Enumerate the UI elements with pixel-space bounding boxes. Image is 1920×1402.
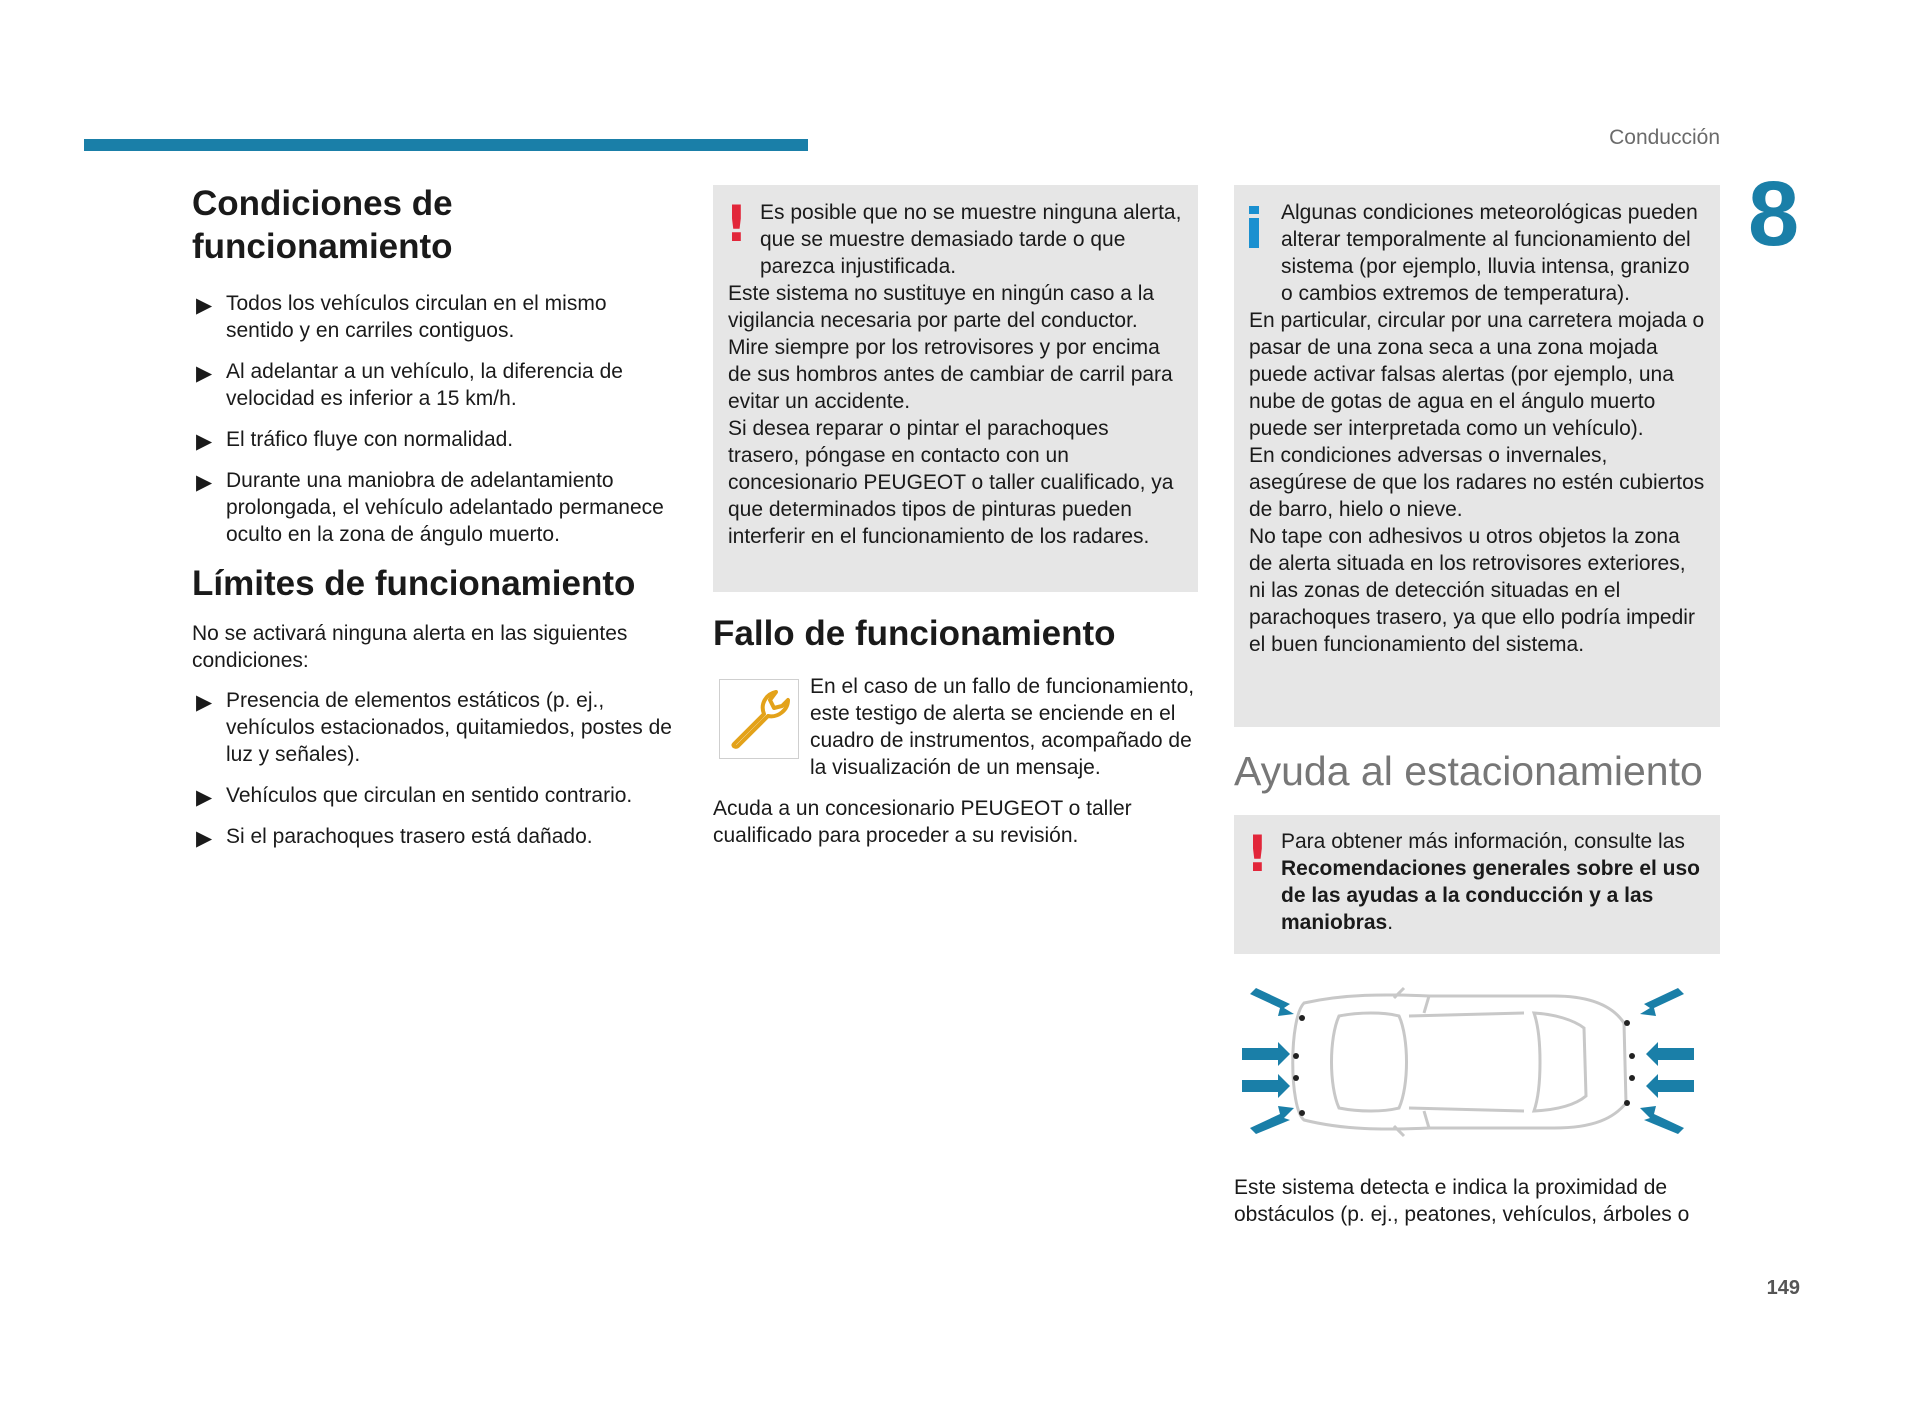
warning-paragraph: Si desea reparar o pintar el parachoques trasero, póngase en contacto con un concesionario PEUGEOT o taller cualificado, ya que determinados tipos de pinturas pueden interferir en el funcionamiento de los radares. <box>728 417 1174 548</box>
info-paragraph: No tape con adhesivos u otros objetos la zona de alerta situada en los retrovisores exteriores, ni las zonas de detección situadas en el parachoques trasero, ya que ello podría impedir el buen funcionamiento del sistema. <box>1249 525 1695 656</box>
list-item: ▶ Si el parachoques trasero está dañado. <box>196 825 593 850</box>
column-right <box>1234 185 1720 954</box>
chapter-number: 8 <box>1748 163 1800 265</box>
info-icon <box>1249 218 1259 248</box>
list-item: ▶ El tráfico fluye con normalidad. <box>196 428 514 453</box>
list-item: ▶ Al adelantar a un vehículo, la diferencia de velocidad es inferior a 15 km/h. <box>196 360 623 410</box>
warning-paragraph: Este sistema no sustituye en ningún caso a la vigilancia necesaria por parte del conductor. <box>728 282 1155 332</box>
malfunction-text: En el caso de un fallo de funcionamiento, este testigo de alerta se enciende en el cuadro de instrumentos, acompañado de la visualización de un mensaje. <box>810 675 1195 779</box>
triangle-bullet-icon: ▶ <box>196 362 213 385</box>
exclamation-warning-icon: ! <box>1246 825 1269 883</box>
list-item: ▶ Durante una maniobra de adelantamiento prolongada, el vehículo adelantado permanece oculto en la zona de ángulo muerto. <box>196 469 664 546</box>
warning-paragraph: Mire siempre por los retrovisores y por encima de sus hombros antes de cambiar de carril para evitar un accidente. <box>728 336 1173 413</box>
limits-intro: No se activará ninguna alerta en las siguientes condiciones: <box>192 622 628 672</box>
heading-operating-conditions: Condiciones de funcionamiento <box>192 184 453 266</box>
parking-sensor-diagram <box>1234 968 1704 1158</box>
parking-warning-box <box>1234 815 1720 954</box>
info-paragraph: En particular, circular por una carretera mojada o pasar de una zona seca a una zona mojada puede activar falsas alertas (por ejemplo, una nube de gotas de agua en el ángulo muerto puede ser interpretada como un vehículo). <box>1249 309 1705 440</box>
car-outline-icon <box>1293 988 1626 1136</box>
page-number: 149 <box>1766 1277 1800 1299</box>
exclamation-warning-icon: ! <box>725 195 748 253</box>
malfunction-advice: Acuda a un concesionario PEUGEOT o taller cualificado para proceder a su revisión. <box>713 797 1132 847</box>
list-item: ▶ Presencia de elementos estáticos (p. ej., vehículos estacionados, quitamiedos, postes de luz y señales). <box>196 689 672 766</box>
triangle-bullet-icon: ▶ <box>196 827 213 850</box>
triangle-bullet-icon: ▶ <box>196 294 213 317</box>
section-title: Conducción <box>1609 126 1720 149</box>
column-left <box>192 180 677 864</box>
conditions-list <box>192 290 677 548</box>
triangle-bullet-icon: ▶ <box>196 471 213 494</box>
heading-operating-limits: Límites de funcionamiento <box>192 564 636 603</box>
parking-warning-text: Para obtener más información, consulte las Recomendaciones generales sobre el uso de las ayudas a la conducción y a las maniobras. <box>1281 830 1700 934</box>
info-paragraph: En condiciones adversas o invernales, asegúrese de que los radares no estén cubiertos de barro, hielo o nieve. <box>1249 444 1705 521</box>
heading-parking-assist: Ayuda al estacionamiento <box>1234 748 1703 794</box>
info-first: Algunas condiciones meteorológicas pueden alterar temporalmente al funcionamiento del sistema (por ejemplo, lluvia intensa, granizo o cambios extremos de temperatura). <box>1281 201 1698 305</box>
triangle-bullet-icon: ▶ <box>196 786 213 809</box>
wrench-warning-icon <box>719 679 799 759</box>
limits-list <box>192 687 677 850</box>
warning-box <box>713 185 1198 592</box>
triangle-bullet-icon: ▶ <box>196 430 213 453</box>
triangle-bullet-icon: ▶ <box>196 691 213 714</box>
warning-first: Es posible que no se muestre ninguna alerta, que se muestre demasiado tarde o que parezca injustificada. <box>760 201 1182 278</box>
malfunction-row <box>713 673 1198 781</box>
parking-caption: Este sistema detecta e indica la proximidad de obstáculos (p. ej., peatones, vehículos, árboles o <box>1234 1176 1690 1226</box>
info-box <box>1234 185 1720 727</box>
list-item: ▶ Vehículos que circulan en sentido contrario. <box>196 784 633 809</box>
list-item: ▶ Todos los vehículos circulan en el mismo sentido y en carriles contiguos. <box>196 292 607 342</box>
column-middle <box>713 185 1198 849</box>
heading-malfunction: Fallo de funcionamiento <box>713 614 1116 653</box>
header-accent-bar <box>84 139 808 151</box>
